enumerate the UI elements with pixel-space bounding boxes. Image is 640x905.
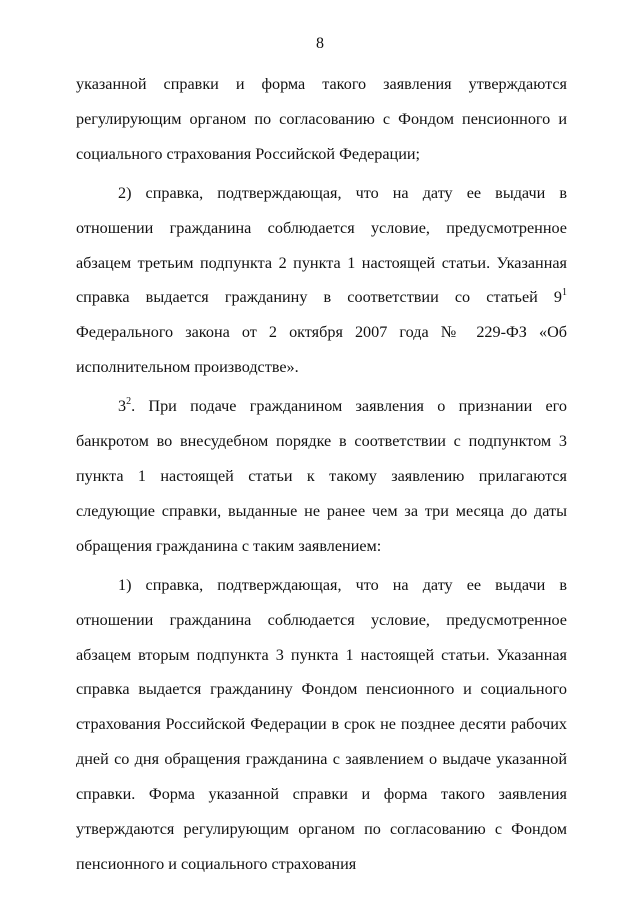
paragraph-item-2 bbox=[76, 176, 567, 385]
paragraph-text-part: Федерального закона от 2 октября 2007 года № 229-ФЗ «Об исполнительном производстве». bbox=[76, 323, 567, 377]
document-body bbox=[76, 67, 567, 886]
page-number: 8 bbox=[316, 35, 324, 52]
paragraph-item-1: 1) справка, подтверждающая, что на дату ее выдачи в отношении гражданина соблюдается условие, предусмотренное абзацем вторым подпункта 3 пункта 1 настоящей статьи. Указанная справка выдается гражданину Фондом пенсионного и социального страхования Российской Федерации в срок не позднее десяти рабочих дней со дня обращения гражданина с заявлением о выдаче указанной справки. Форма указанной справки и форма такого заявления утверждаются регулирующим органом по согласованию с Фондом пенсионного и социального страхования bbox=[76, 575, 567, 873]
paragraph-text-part: . При подаче гражданином заявления о признании его банкротом во внесудебном порядке в соответствии с подпунктом 3 пункта 1 настоящей статьи к такому заявлению прилагаются следующие справки, выданные не ранее чем за три месяца до даты обращения гражданина с таким заявлением: bbox=[76, 397, 567, 555]
paragraph-continuation: указанной справки и форма такого заявления утверждаются регулирующим органом по согласованию с Фондом пенсионного и социального страхования Российской Федерации; bbox=[76, 75, 567, 163]
paragraph-text-part: 2) справка, подтверждающая, что на дату ее выдачи в отношении гражданина соблюдается условие, предусмотренное абзацем третьим подпункта 2 пункта 1 настоящей статьи. Указанная справка выдается гражданину в соответствии со статьей 9 bbox=[76, 183, 567, 307]
clause-number: 3 bbox=[118, 397, 127, 416]
paragraph-clause-3-2 bbox=[76, 389, 567, 564]
superscript-mark: 2 bbox=[126, 395, 132, 407]
superscript-mark: 1 bbox=[562, 287, 567, 299]
